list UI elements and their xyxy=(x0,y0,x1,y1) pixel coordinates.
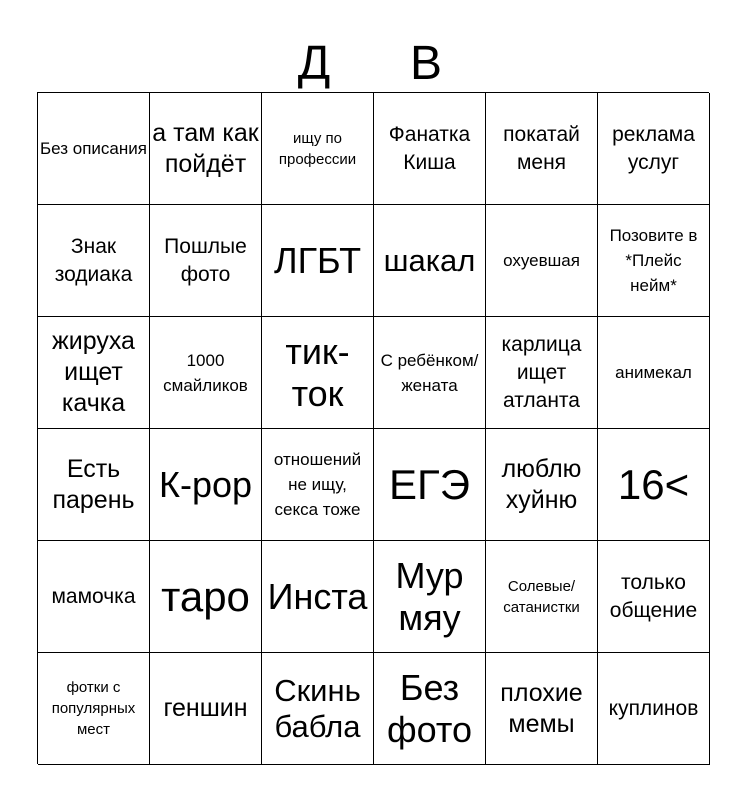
cell-text: Фанатка Киша xyxy=(388,122,471,174)
cell-text: К-pop xyxy=(158,463,253,505)
cell-text: Мур мяу xyxy=(395,554,464,638)
bingo-cell[interactable] xyxy=(374,317,486,429)
bingo-cell[interactable] xyxy=(150,93,262,205)
cell-text: 1000 смайликов xyxy=(163,350,248,395)
cell-text: реклама услуг xyxy=(612,122,695,174)
cell-text: ЕГЭ xyxy=(389,460,470,508)
title-letter-left: Д xyxy=(297,37,331,90)
cell-text: Есть парень xyxy=(52,454,135,514)
cell-text: Солевые/ сатанистки xyxy=(503,577,580,616)
bingo-cell[interactable] xyxy=(486,205,598,317)
cell-text: тик-ток xyxy=(285,330,350,414)
bingo-cell[interactable] xyxy=(374,205,486,317)
cell-text: только общение xyxy=(609,570,698,622)
bingo-cell[interactable] xyxy=(262,93,374,205)
title-letter-right: В xyxy=(409,37,442,90)
bingo-cell[interactable] xyxy=(262,429,374,541)
cell-text: геншин xyxy=(163,694,248,722)
bingo-cell[interactable] xyxy=(598,541,710,653)
cell-text: Инста xyxy=(267,575,368,617)
bingo-cell[interactable] xyxy=(598,653,710,765)
bingo-cell[interactable] xyxy=(598,205,710,317)
cell-text: С ребёнком/ жената xyxy=(380,350,479,395)
cell-text: шакал xyxy=(383,242,476,278)
cell-text: Пошлые фото xyxy=(164,234,247,286)
bingo-board xyxy=(37,92,709,764)
cell-text: люблю хуйню xyxy=(501,454,582,514)
cell-text: Знак зодиака xyxy=(54,234,133,286)
bingo-cell[interactable] xyxy=(598,93,710,205)
bingo-cell[interactable] xyxy=(38,429,150,541)
bingo-cell[interactable] xyxy=(262,317,374,429)
bingo-cell[interactable] xyxy=(38,93,150,205)
cell-text: покатай меня xyxy=(503,122,580,174)
bingo-cell[interactable] xyxy=(374,653,486,765)
bingo-cell[interactable] xyxy=(374,93,486,205)
bingo-cell[interactable] xyxy=(486,429,598,541)
bingo-cell[interactable] xyxy=(262,541,374,653)
cell-text: ЛГБТ xyxy=(273,239,362,281)
bingo-cell[interactable] xyxy=(150,317,262,429)
bingo-cell[interactable] xyxy=(486,93,598,205)
bingo-cell[interactable] xyxy=(598,429,710,541)
bingo-cell[interactable] xyxy=(374,541,486,653)
bingo-cell[interactable] xyxy=(262,205,374,317)
bingo-cell[interactable] xyxy=(486,317,598,429)
bingo-cell[interactable] xyxy=(486,541,598,653)
bingo-cell[interactable] xyxy=(150,429,262,541)
bingo-cell[interactable] xyxy=(598,317,710,429)
bingo-cell[interactable] xyxy=(150,653,262,765)
cell-text: таро xyxy=(161,572,250,620)
cell-text: охуевшая xyxy=(503,251,580,270)
bingo-cell[interactable] xyxy=(150,205,262,317)
bingo-cell[interactable] xyxy=(262,653,374,765)
cell-text: Без фото xyxy=(387,666,472,750)
bingo-cell[interactable] xyxy=(38,317,150,429)
cell-text: а там как пойдёт xyxy=(152,118,259,178)
bingo-cell[interactable] xyxy=(374,429,486,541)
bingo-cell[interactable] xyxy=(38,541,150,653)
cell-text: Без описания xyxy=(40,139,147,158)
cell-text: анимекал xyxy=(615,363,692,382)
cell-text: жируха ищет качка xyxy=(52,327,135,417)
bingo-title xyxy=(0,36,745,96)
cell-text: мамочка xyxy=(51,584,136,608)
cell-text: фотки с популярных мест xyxy=(51,679,136,738)
bingo-cell[interactable] xyxy=(150,541,262,653)
cell-text: Позовите в *Плейс нейм* xyxy=(609,226,698,295)
bingo-cell[interactable] xyxy=(38,653,150,765)
cell-text: плохие мемы xyxy=(500,678,583,738)
cell-text: куплинов xyxy=(608,696,699,720)
cell-text: ищу по профессии xyxy=(278,129,357,168)
bingo-cell[interactable] xyxy=(486,653,598,765)
bingo-cell[interactable] xyxy=(38,205,150,317)
cell-text: карлица ищет атланта xyxy=(501,332,582,412)
cell-text: Скинь бабла xyxy=(274,672,361,744)
cell-text: отношений не ищу, секса тоже xyxy=(273,450,362,519)
cell-text: 16< xyxy=(617,460,690,508)
